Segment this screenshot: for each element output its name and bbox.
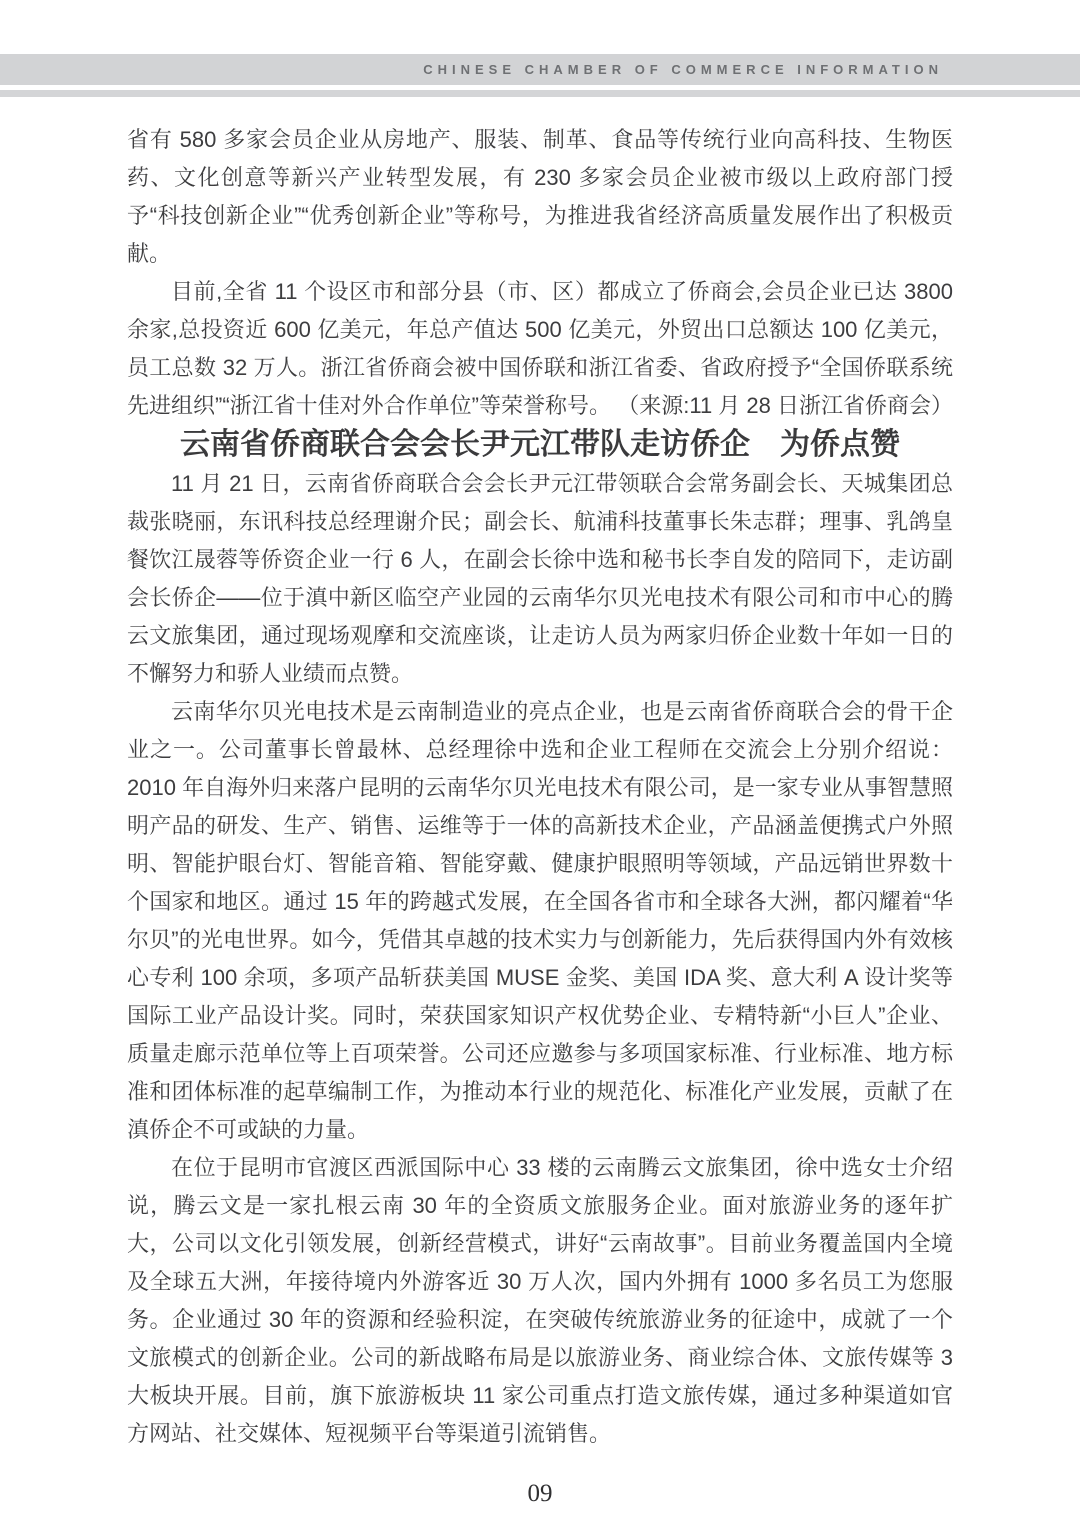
paragraph: 在位于昆明市官渡区西派国际中心 33 楼的云南腾云文旅集团，徐中选女士介绍说，腾云文是一家扎根云南 30 年的全资质文旅服务企业。面对旅游业务的逐年扩大，公司以文化引领发展，创新经营模式，讲好“云南故事”。目前业务覆盖国内全境及全球五大洲，年接待境内外游客近 30 万人次，国内外拥有 1000 多名员工为您服务。企业通过 30 年的资源和经验积淀，在突破传统旅游业务的征途中，成就了一个文旅模式的创新企业。公司的新战略布局是以旅游业务、商业综合体、文旅传媒等 3 大板块开展。目前，旗下旅游板块 11 家公司重点打造文旅传媒，通过多种渠道如官方网站、社交媒体、短视频平台等渠道引流销售。 xyxy=(127,1155,953,1446)
source-attribution: （来源:11 月 28 日浙江省侨商会） xyxy=(617,393,953,418)
header-banner-title: CHINESE CHAMBER OF COMMERCE INFORMATION xyxy=(423,62,943,77)
paragraph: 11 月 21 日，云南省侨商联合会会长尹元江带领联合会常务副会长、天城集团总裁张晓丽，东讯科技总经理谢介民；副会长、航浦科技董事长朱志群；理事、乳鸽皇餐饮江晟蓉等侨资企业一行 6 人，在副会长徐中选和秘书长李自发的陪同下，走访副会长侨企——位于滇中新区临空产业园的云南华尔贝光电技术有限公司和市中心的腾云文旅集团，通过现场观摩和交流座谈，让走访人员为两家归侨企业数十年如一日的不懈努力和骄人业绩而点赞。 xyxy=(127,471,953,686)
header-banner-bar xyxy=(0,54,1080,85)
article-body xyxy=(127,121,953,1453)
page-number: 09 xyxy=(527,1480,553,1507)
paragraph-with-source xyxy=(127,273,953,425)
header-rule-bar xyxy=(0,90,1080,97)
paragraph-continuation: 省有 580 多家会员企业从房地产、服装、制革、食品等传统行业向高科技、生物医药、文化创意等新兴产业转型发展，有 230 多家会员企业被市级以上政府部门授予“科技创新企业”“优秀创新企业”等称号，为推进我省经济高质量发展作出了积极贡献。 xyxy=(127,127,953,266)
paragraph-text: 目前,全省 11 个设区市和部分县（市、区）都成立了侨商会,会员企业已达 3800 余家,总投资近 600 亿美元，年总产值达 500 亿美元，外贸出口总额达 100 亿美元，员工总数 32 万人。浙江省侨商会被中国侨联和浙江省委、省政府授予“全国侨联系统先进组织”“浙江省十佳对外合作单位”等荣誉称号。 xyxy=(127,279,953,418)
paragraph: 云南华尔贝光电技术是云南制造业的亮点企业，也是云南省侨商联合会的骨干企业之一。公司董事长曾最林、总经理徐中选和企业工程师在交流会上分别介绍说：2010 年自海外归来落户昆明的云南华尔贝光电技术有限公司，是一家专业从事智慧照明产品的研发、生产、销售、运维等于一体的高新技术企业，产品涵盖便携式户外照明、智能护眼台灯、智能音箱、智能穿戴、健康护眼照明等领域，产品远销世界数十个国家和地区。通过 15 年的跨越式发展，在全国各省市和全球各大洲，都闪耀着“华尔贝”的光电世界。如今，凭借其卓越的技术实力与创新能力，先后获得国内外有效核心专利 100 余项，多项产品斩获美国 MUSE 金奖、美国 IDA 奖、意大利 A 设计奖等国际工业产品设计奖。同时，荣获国家知识产权优势企业、专精特新“小巨人”企业、质量走廊示范单位等上百项荣誉。公司还应邀参与多项国家标准、行业标准、地方标准和团体标准的起草编制工作，为推动本行业的规范化、标准化产业发展，贡献了在滇侨企不可或缺的力量。 xyxy=(127,699,953,1142)
article-title: 云南省侨商联合会会长尹元江带队走访侨企 为侨点赞 xyxy=(180,428,900,461)
